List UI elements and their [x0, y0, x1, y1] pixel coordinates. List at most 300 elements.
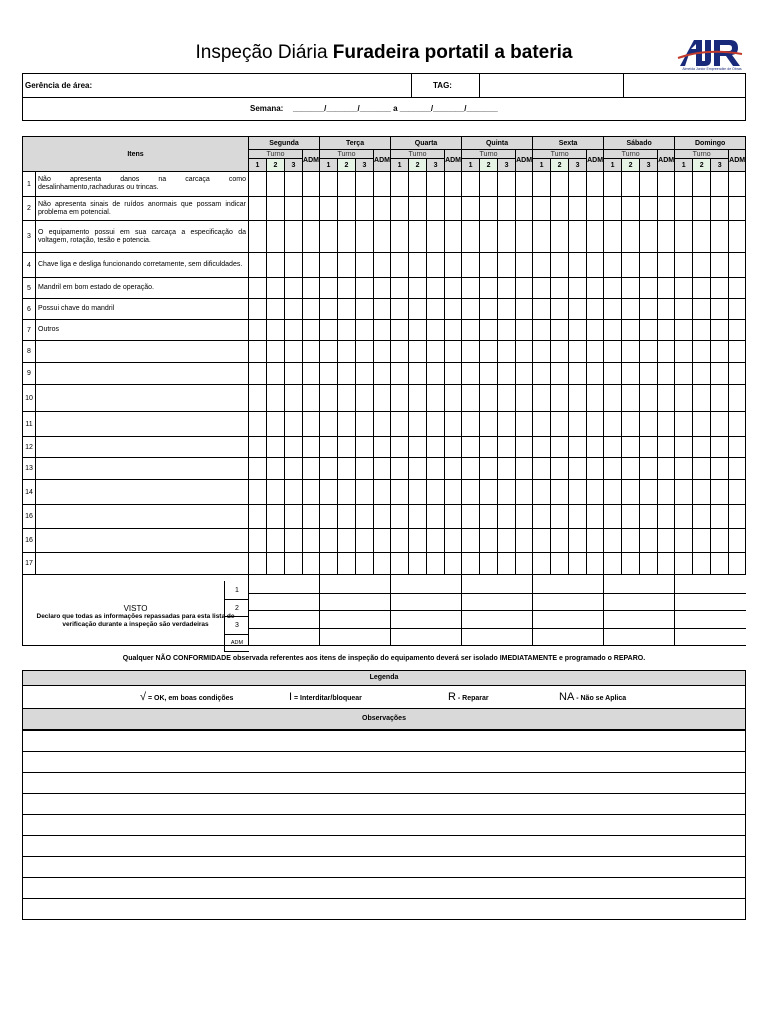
check-cell[interactable] — [338, 172, 356, 197]
check-cell[interactable] — [729, 299, 746, 320]
check-cell[interactable] — [498, 253, 516, 278]
check-cell[interactable] — [587, 363, 604, 385]
check-cell[interactable] — [729, 172, 746, 197]
check-cell[interactable] — [249, 299, 267, 320]
visto-cell[interactable] — [409, 594, 427, 611]
check-cell[interactable] — [267, 480, 285, 505]
check-cell[interactable] — [587, 458, 604, 480]
check-cell[interactable] — [569, 480, 587, 505]
check-cell[interactable] — [516, 505, 533, 529]
check-cell[interactable] — [445, 341, 462, 363]
check-cell[interactable] — [480, 412, 498, 437]
check-cell[interactable] — [604, 480, 622, 505]
check-cell[interactable] — [303, 412, 320, 437]
check-cell[interactable] — [338, 385, 356, 412]
check-cell[interactable] — [551, 529, 569, 553]
visto-cell[interactable] — [551, 575, 569, 594]
visto-cell[interactable] — [445, 629, 462, 646]
check-cell[interactable] — [658, 480, 675, 505]
check-cell[interactable] — [320, 505, 338, 529]
check-cell[interactable] — [391, 320, 409, 341]
check-cell[interactable] — [285, 363, 303, 385]
check-cell[interactable] — [249, 553, 267, 575]
check-cell[interactable] — [533, 529, 551, 553]
check-cell[interactable] — [303, 458, 320, 480]
check-cell[interactable] — [516, 341, 533, 363]
visto-cell[interactable] — [285, 575, 303, 594]
check-cell[interactable] — [409, 221, 427, 253]
check-cell[interactable] — [587, 172, 604, 197]
check-cell[interactable] — [604, 529, 622, 553]
check-cell[interactable] — [604, 197, 622, 221]
visto-cell[interactable] — [320, 629, 338, 646]
check-cell[interactable] — [391, 253, 409, 278]
check-cell[interactable] — [480, 458, 498, 480]
check-cell[interactable] — [427, 480, 445, 505]
visto-cell[interactable] — [462, 575, 480, 594]
check-cell[interactable] — [498, 385, 516, 412]
check-cell[interactable] — [267, 363, 285, 385]
check-cell[interactable] — [569, 363, 587, 385]
check-cell[interactable] — [374, 299, 391, 320]
check-cell[interactable] — [445, 253, 462, 278]
visto-cell[interactable] — [711, 575, 729, 594]
check-cell[interactable] — [729, 341, 746, 363]
check-cell[interactable] — [675, 505, 693, 529]
check-cell[interactable] — [604, 299, 622, 320]
check-cell[interactable] — [516, 253, 533, 278]
check-cell[interactable] — [462, 529, 480, 553]
check-cell[interactable] — [658, 385, 675, 412]
check-cell[interactable] — [604, 553, 622, 575]
check-cell[interactable] — [374, 412, 391, 437]
visto-cell[interactable] — [693, 575, 711, 594]
check-cell[interactable] — [409, 299, 427, 320]
check-cell[interactable] — [516, 299, 533, 320]
check-cell[interactable] — [374, 480, 391, 505]
check-cell[interactable] — [338, 197, 356, 221]
check-cell[interactable] — [622, 363, 640, 385]
check-cell[interactable] — [409, 505, 427, 529]
check-cell[interactable] — [729, 385, 746, 412]
check-cell[interactable] — [462, 363, 480, 385]
visto-cell[interactable] — [569, 629, 587, 646]
check-cell[interactable] — [338, 480, 356, 505]
check-cell[interactable] — [462, 221, 480, 253]
check-cell[interactable] — [569, 299, 587, 320]
visto-cell[interactable] — [533, 611, 551, 629]
check-cell[interactable] — [711, 553, 729, 575]
check-cell[interactable] — [249, 458, 267, 480]
visto-cell[interactable] — [622, 629, 640, 646]
check-cell[interactable] — [462, 278, 480, 299]
visto-cell[interactable] — [356, 594, 374, 611]
check-cell[interactable] — [729, 480, 746, 505]
check-cell[interactable] — [285, 529, 303, 553]
check-cell[interactable] — [445, 553, 462, 575]
check-cell[interactable] — [640, 253, 658, 278]
check-cell[interactable] — [409, 458, 427, 480]
check-cell[interactable] — [498, 278, 516, 299]
visto-cell[interactable] — [320, 594, 338, 611]
visto-cell[interactable] — [569, 611, 587, 629]
visto-cell[interactable] — [285, 629, 303, 646]
check-cell[interactable] — [675, 458, 693, 480]
check-cell[interactable] — [587, 529, 604, 553]
check-cell[interactable] — [516, 553, 533, 575]
check-cell[interactable] — [604, 253, 622, 278]
check-cell[interactable] — [267, 197, 285, 221]
check-cell[interactable] — [391, 363, 409, 385]
visto-cell[interactable] — [356, 611, 374, 629]
check-cell[interactable] — [427, 320, 445, 341]
check-cell[interactable] — [427, 529, 445, 553]
check-cell[interactable] — [338, 341, 356, 363]
check-cell[interactable] — [587, 480, 604, 505]
check-cell[interactable] — [693, 197, 711, 221]
check-cell[interactable] — [427, 299, 445, 320]
check-cell[interactable] — [729, 278, 746, 299]
check-cell[interactable] — [462, 480, 480, 505]
check-cell[interactable] — [480, 253, 498, 278]
check-cell[interactable] — [640, 172, 658, 197]
check-cell[interactable] — [427, 385, 445, 412]
check-cell[interactable] — [604, 320, 622, 341]
check-cell[interactable] — [569, 253, 587, 278]
check-cell[interactable] — [569, 221, 587, 253]
check-cell[interactable] — [249, 529, 267, 553]
check-cell[interactable] — [658, 412, 675, 437]
check-cell[interactable] — [604, 363, 622, 385]
check-cell[interactable] — [462, 253, 480, 278]
check-cell[interactable] — [303, 197, 320, 221]
check-cell[interactable] — [462, 505, 480, 529]
visto-cell[interactable] — [320, 575, 338, 594]
check-cell[interactable] — [533, 505, 551, 529]
check-cell[interactable] — [729, 253, 746, 278]
check-cell[interactable] — [249, 197, 267, 221]
check-cell[interactable] — [249, 437, 267, 458]
check-cell[interactable] — [675, 253, 693, 278]
visto-cell[interactable] — [498, 629, 516, 646]
check-cell[interactable] — [338, 278, 356, 299]
visto-cell[interactable] — [320, 611, 338, 629]
check-cell[interactable] — [338, 363, 356, 385]
check-cell[interactable] — [622, 253, 640, 278]
check-cell[interactable] — [391, 437, 409, 458]
check-cell[interactable] — [587, 341, 604, 363]
visto-cell[interactable] — [640, 594, 658, 611]
check-cell[interactable] — [285, 172, 303, 197]
visto-cell[interactable] — [587, 611, 604, 629]
check-cell[interactable] — [622, 529, 640, 553]
check-cell[interactable] — [409, 253, 427, 278]
check-cell[interactable] — [622, 341, 640, 363]
visto-cell[interactable] — [587, 629, 604, 646]
check-cell[interactable] — [693, 385, 711, 412]
check-cell[interactable] — [445, 320, 462, 341]
check-cell[interactable] — [445, 412, 462, 437]
check-cell[interactable] — [391, 341, 409, 363]
visto-cell[interactable] — [267, 629, 285, 646]
check-cell[interactable] — [622, 320, 640, 341]
check-cell[interactable] — [462, 299, 480, 320]
check-cell[interactable] — [409, 320, 427, 341]
check-cell[interactable] — [356, 529, 374, 553]
check-cell[interactable] — [516, 385, 533, 412]
visto-cell[interactable] — [658, 575, 675, 594]
check-cell[interactable] — [587, 253, 604, 278]
check-cell[interactable] — [480, 278, 498, 299]
visto-cell[interactable] — [622, 575, 640, 594]
visto-cell[interactable] — [338, 575, 356, 594]
check-cell[interactable] — [249, 412, 267, 437]
check-cell[interactable] — [640, 341, 658, 363]
check-cell[interactable] — [320, 458, 338, 480]
check-cell[interactable] — [445, 172, 462, 197]
check-cell[interactable] — [267, 553, 285, 575]
check-cell[interactable] — [285, 437, 303, 458]
check-cell[interactable] — [249, 320, 267, 341]
check-cell[interactable] — [533, 480, 551, 505]
check-cell[interactable] — [693, 278, 711, 299]
check-cell[interactable] — [320, 221, 338, 253]
visto-cell[interactable] — [462, 611, 480, 629]
check-cell[interactable] — [249, 253, 267, 278]
check-cell[interactable] — [445, 529, 462, 553]
check-cell[interactable] — [356, 385, 374, 412]
visto-cell[interactable] — [480, 629, 498, 646]
check-cell[interactable] — [498, 320, 516, 341]
check-cell[interactable] — [711, 299, 729, 320]
check-cell[interactable] — [640, 553, 658, 575]
check-cell[interactable] — [587, 412, 604, 437]
check-cell[interactable] — [569, 437, 587, 458]
check-cell[interactable] — [427, 437, 445, 458]
check-cell[interactable] — [338, 253, 356, 278]
check-cell[interactable] — [551, 299, 569, 320]
check-cell[interactable] — [445, 299, 462, 320]
check-cell[interactable] — [551, 221, 569, 253]
check-cell[interactable] — [303, 172, 320, 197]
check-cell[interactable] — [303, 385, 320, 412]
check-cell[interactable] — [587, 197, 604, 221]
check-cell[interactable] — [356, 480, 374, 505]
check-cell[interactable] — [729, 221, 746, 253]
check-cell[interactable] — [374, 172, 391, 197]
check-cell[interactable] — [320, 320, 338, 341]
check-cell[interactable] — [569, 197, 587, 221]
check-cell[interactable] — [498, 341, 516, 363]
visto-cell[interactable] — [729, 575, 746, 594]
check-cell[interactable] — [391, 299, 409, 320]
visto-cell[interactable] — [480, 594, 498, 611]
observacao-line[interactable] — [23, 794, 746, 815]
check-cell[interactable] — [480, 172, 498, 197]
check-cell[interactable] — [409, 553, 427, 575]
check-cell[interactable] — [533, 437, 551, 458]
check-cell[interactable] — [533, 412, 551, 437]
check-cell[interactable] — [640, 480, 658, 505]
check-cell[interactable] — [729, 553, 746, 575]
check-cell[interactable] — [622, 172, 640, 197]
check-cell[interactable] — [356, 253, 374, 278]
check-cell[interactable] — [622, 221, 640, 253]
check-cell[interactable] — [480, 299, 498, 320]
visto-cell[interactable] — [569, 594, 587, 611]
visto-cell[interactable] — [480, 611, 498, 629]
check-cell[interactable] — [604, 505, 622, 529]
visto-cell[interactable] — [374, 594, 391, 611]
check-cell[interactable] — [462, 172, 480, 197]
check-cell[interactable] — [445, 437, 462, 458]
check-cell[interactable] — [693, 221, 711, 253]
check-cell[interactable] — [480, 505, 498, 529]
check-cell[interactable] — [569, 320, 587, 341]
check-cell[interactable] — [267, 437, 285, 458]
check-cell[interactable] — [516, 363, 533, 385]
check-cell[interactable] — [285, 341, 303, 363]
check-cell[interactable] — [249, 363, 267, 385]
check-cell[interactable] — [675, 197, 693, 221]
check-cell[interactable] — [356, 412, 374, 437]
visto-cell[interactable] — [622, 611, 640, 629]
check-cell[interactable] — [533, 221, 551, 253]
check-cell[interactable] — [622, 437, 640, 458]
check-cell[interactable] — [285, 505, 303, 529]
visto-cell[interactable] — [675, 629, 693, 646]
check-cell[interactable] — [338, 529, 356, 553]
check-cell[interactable] — [320, 341, 338, 363]
check-cell[interactable] — [356, 221, 374, 253]
check-cell[interactable] — [711, 341, 729, 363]
check-cell[interactable] — [445, 278, 462, 299]
check-cell[interactable] — [374, 278, 391, 299]
visto-cell[interactable] — [640, 629, 658, 646]
check-cell[interactable] — [285, 299, 303, 320]
check-cell[interactable] — [640, 529, 658, 553]
visto-cell[interactable] — [729, 611, 746, 629]
check-cell[interactable] — [356, 299, 374, 320]
check-cell[interactable] — [693, 437, 711, 458]
check-cell[interactable] — [711, 172, 729, 197]
check-cell[interactable] — [303, 553, 320, 575]
check-cell[interactable] — [640, 412, 658, 437]
check-cell[interactable] — [427, 278, 445, 299]
check-cell[interactable] — [498, 437, 516, 458]
check-cell[interactable] — [604, 437, 622, 458]
check-cell[interactable] — [498, 197, 516, 221]
check-cell[interactable] — [303, 221, 320, 253]
check-cell[interactable] — [356, 363, 374, 385]
visto-cell[interactable] — [462, 594, 480, 611]
check-cell[interactable] — [675, 299, 693, 320]
check-cell[interactable] — [249, 278, 267, 299]
check-cell[interactable] — [551, 458, 569, 480]
check-cell[interactable] — [533, 553, 551, 575]
visto-cell[interactable] — [551, 629, 569, 646]
check-cell[interactable] — [658, 341, 675, 363]
check-cell[interactable] — [711, 437, 729, 458]
check-cell[interactable] — [658, 278, 675, 299]
check-cell[interactable] — [267, 320, 285, 341]
check-cell[interactable] — [445, 363, 462, 385]
check-cell[interactable] — [533, 458, 551, 480]
check-cell[interactable] — [675, 412, 693, 437]
visto-cell[interactable] — [356, 629, 374, 646]
visto-cell[interactable] — [303, 629, 320, 646]
check-cell[interactable] — [285, 278, 303, 299]
check-cell[interactable] — [303, 299, 320, 320]
visto-cell[interactable] — [445, 611, 462, 629]
visto-cell[interactable] — [622, 594, 640, 611]
check-cell[interactable] — [320, 197, 338, 221]
visto-cell[interactable] — [427, 629, 445, 646]
observacao-line[interactable] — [23, 836, 746, 857]
check-cell[interactable] — [516, 412, 533, 437]
check-cell[interactable] — [285, 197, 303, 221]
check-cell[interactable] — [516, 221, 533, 253]
check-cell[interactable] — [711, 221, 729, 253]
visto-cell[interactable] — [267, 575, 285, 594]
check-cell[interactable] — [569, 172, 587, 197]
check-cell[interactable] — [462, 412, 480, 437]
check-cell[interactable] — [658, 320, 675, 341]
check-cell[interactable] — [587, 299, 604, 320]
visto-cell[interactable] — [427, 575, 445, 594]
check-cell[interactable] — [462, 320, 480, 341]
check-cell[interactable] — [516, 278, 533, 299]
check-cell[interactable] — [587, 278, 604, 299]
check-cell[interactable] — [285, 253, 303, 278]
visto-cell[interactable] — [516, 611, 533, 629]
check-cell[interactable] — [374, 221, 391, 253]
check-cell[interactable] — [640, 299, 658, 320]
check-cell[interactable] — [320, 253, 338, 278]
check-cell[interactable] — [516, 529, 533, 553]
check-cell[interactable] — [604, 278, 622, 299]
check-cell[interactable] — [427, 197, 445, 221]
visto-cell[interactable] — [303, 575, 320, 594]
check-cell[interactable] — [374, 505, 391, 529]
check-cell[interactable] — [675, 278, 693, 299]
observacao-line[interactable] — [23, 857, 746, 878]
check-cell[interactable] — [533, 341, 551, 363]
observacao-line[interactable] — [23, 878, 746, 899]
check-cell[interactable] — [249, 480, 267, 505]
check-cell[interactable] — [551, 341, 569, 363]
visto-cell[interactable] — [462, 629, 480, 646]
check-cell[interactable] — [551, 385, 569, 412]
visto-cell[interactable] — [285, 611, 303, 629]
check-cell[interactable] — [693, 480, 711, 505]
check-cell[interactable] — [569, 278, 587, 299]
check-cell[interactable] — [711, 529, 729, 553]
check-cell[interactable] — [409, 385, 427, 412]
check-cell[interactable] — [693, 553, 711, 575]
check-cell[interactable] — [622, 299, 640, 320]
check-cell[interactable] — [640, 385, 658, 412]
check-cell[interactable] — [622, 505, 640, 529]
check-cell[interactable] — [604, 221, 622, 253]
check-cell[interactable] — [427, 341, 445, 363]
visto-cell[interactable] — [498, 594, 516, 611]
check-cell[interactable] — [675, 320, 693, 341]
check-cell[interactable] — [569, 385, 587, 412]
check-cell[interactable] — [374, 458, 391, 480]
check-cell[interactable] — [409, 363, 427, 385]
check-cell[interactable] — [409, 278, 427, 299]
